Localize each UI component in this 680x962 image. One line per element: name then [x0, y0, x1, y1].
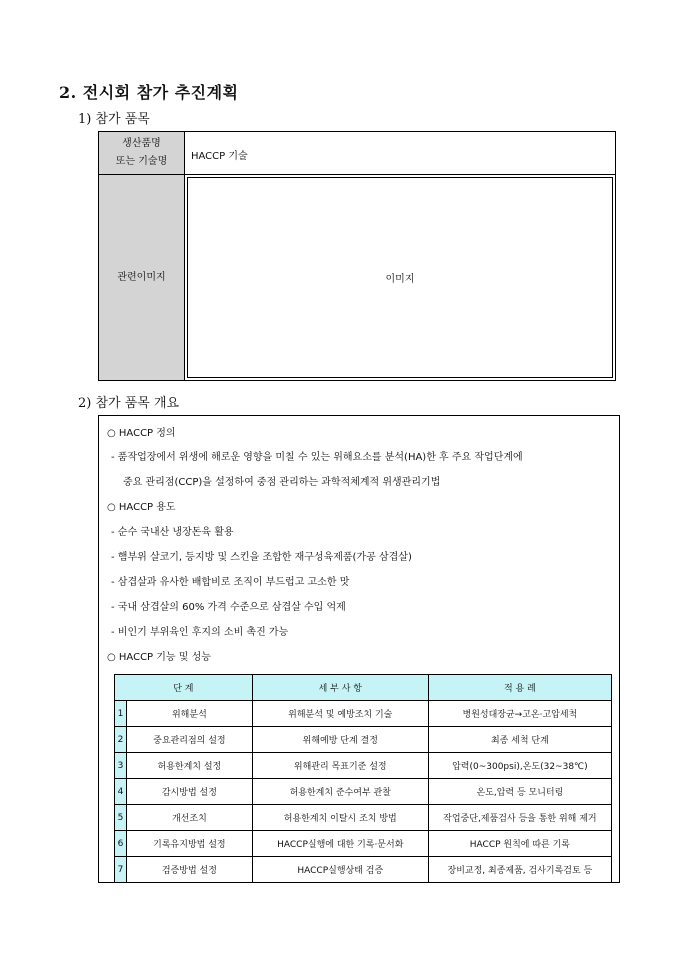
overview-line: - 순수 국내산 냉장돈육 활용	[111, 527, 234, 538]
row-stage: 허용한계치 설정	[127, 753, 253, 779]
row-example: HACCP 원칙에 따른 기록	[428, 831, 611, 857]
section-heading: 2. 전시회 참가 추진계획	[59, 83, 239, 102]
header-stage: 단 계	[115, 675, 253, 701]
overview-box	[98, 415, 620, 883]
overview-line: - 삼겹살과 유사한 배합비로 조직이 부드럽고 고소한 맛	[111, 577, 350, 588]
product-info-table	[98, 131, 616, 381]
row-stage: 중요관리점의 설정	[127, 727, 253, 753]
product-name-value: HACCP 기술	[191, 151, 248, 162]
table-row	[115, 831, 612, 857]
row-number: 3	[115, 753, 127, 779]
row-number: 1	[115, 701, 127, 727]
row-detail: 허용한계치 이탈시 조치 방법	[252, 805, 428, 831]
header-detail: 세 부 사 항	[252, 675, 428, 701]
row-example: 작업중단,제품검사 등을 통한 위해 제거	[428, 805, 611, 831]
overview-line: ○ HACCP 기능 및 성능	[107, 652, 211, 663]
image-placeholder-text: 이미지	[385, 274, 415, 285]
overview-line: - 비인기 부위육인 후지의 소비 촉진 가능	[111, 627, 289, 638]
overview-line: ○ HACCP 용도	[107, 502, 176, 513]
row-number: 5	[115, 805, 127, 831]
row-example: 최종 세척 단계	[428, 727, 611, 753]
row-stage: 감시방법 설정	[127, 779, 253, 805]
overview-line: 중요 관리점(CCP)을 설정하여 중점 관리하는 과학적체계적 위생관리기법	[123, 477, 441, 488]
row-number: 2	[115, 727, 127, 753]
overview-line: ○ HACCP 정의	[107, 428, 176, 439]
row-detail: HACCP실행상태 검증	[252, 857, 428, 883]
overview-line: - 햄부위 살코기, 등지방 및 스킨을 조합한 재구성육제품(가공 삼겹살)	[111, 552, 412, 563]
row-example: 장비교정, 최종제품, 검사기록검토 등	[428, 857, 611, 883]
row-example: 병원성대장균→고온·고압세척	[428, 701, 611, 727]
subsection-title-items: 1) 참가 품목	[78, 112, 150, 127]
row-stage: 개선조치	[127, 805, 253, 831]
image-label: 관련이미지	[99, 175, 185, 380]
row-detail: 위해예방 단계 결정	[252, 727, 428, 753]
row-example: 압력(0~300psi),온도(32~38℃)	[428, 753, 611, 779]
row-detail: 위해관리 목표기준 설정	[252, 753, 428, 779]
row-stage: 검증방법 설정	[127, 857, 253, 883]
haccp-steps-table	[114, 674, 612, 883]
table-row	[115, 701, 612, 727]
row-detail: HACCP실행에 대한 기록·문서화	[252, 831, 428, 857]
overview-line: - 품작업장에서 위생에 해로운 영향을 미칠 수 있는 위해요소를 분석(HA)한 후 주요 작업단계에	[111, 452, 523, 463]
row-example: 온도,압력 등 모니터링	[428, 779, 611, 805]
table-row	[115, 727, 612, 753]
table-row	[115, 857, 612, 883]
subsection-title-overview: 2) 참가 품목 개요	[78, 396, 180, 411]
overview-line: - 국내 삼겹살의 60% 가격 수준으로 삼겹살 수입 억제	[111, 602, 346, 613]
image-placeholder-box	[187, 177, 613, 378]
row-number: 7	[115, 857, 127, 883]
row-detail: 허용한계치 준수여부 관찰	[252, 779, 428, 805]
table-row	[115, 753, 612, 779]
row-stage: 기록유지방법 설정	[127, 831, 253, 857]
row-number: 4	[115, 779, 127, 805]
header-example: 적 용 례	[428, 675, 611, 701]
row-detail: 위해분석 및 예방조치 기술	[252, 701, 428, 727]
row-number: 6	[115, 831, 127, 857]
product-name-label: 생산품명 또는 기술명	[99, 132, 185, 174]
table-row	[115, 779, 612, 805]
row-stage: 위해분석	[127, 701, 253, 727]
table-row	[115, 805, 612, 831]
table-header-row	[115, 675, 612, 701]
